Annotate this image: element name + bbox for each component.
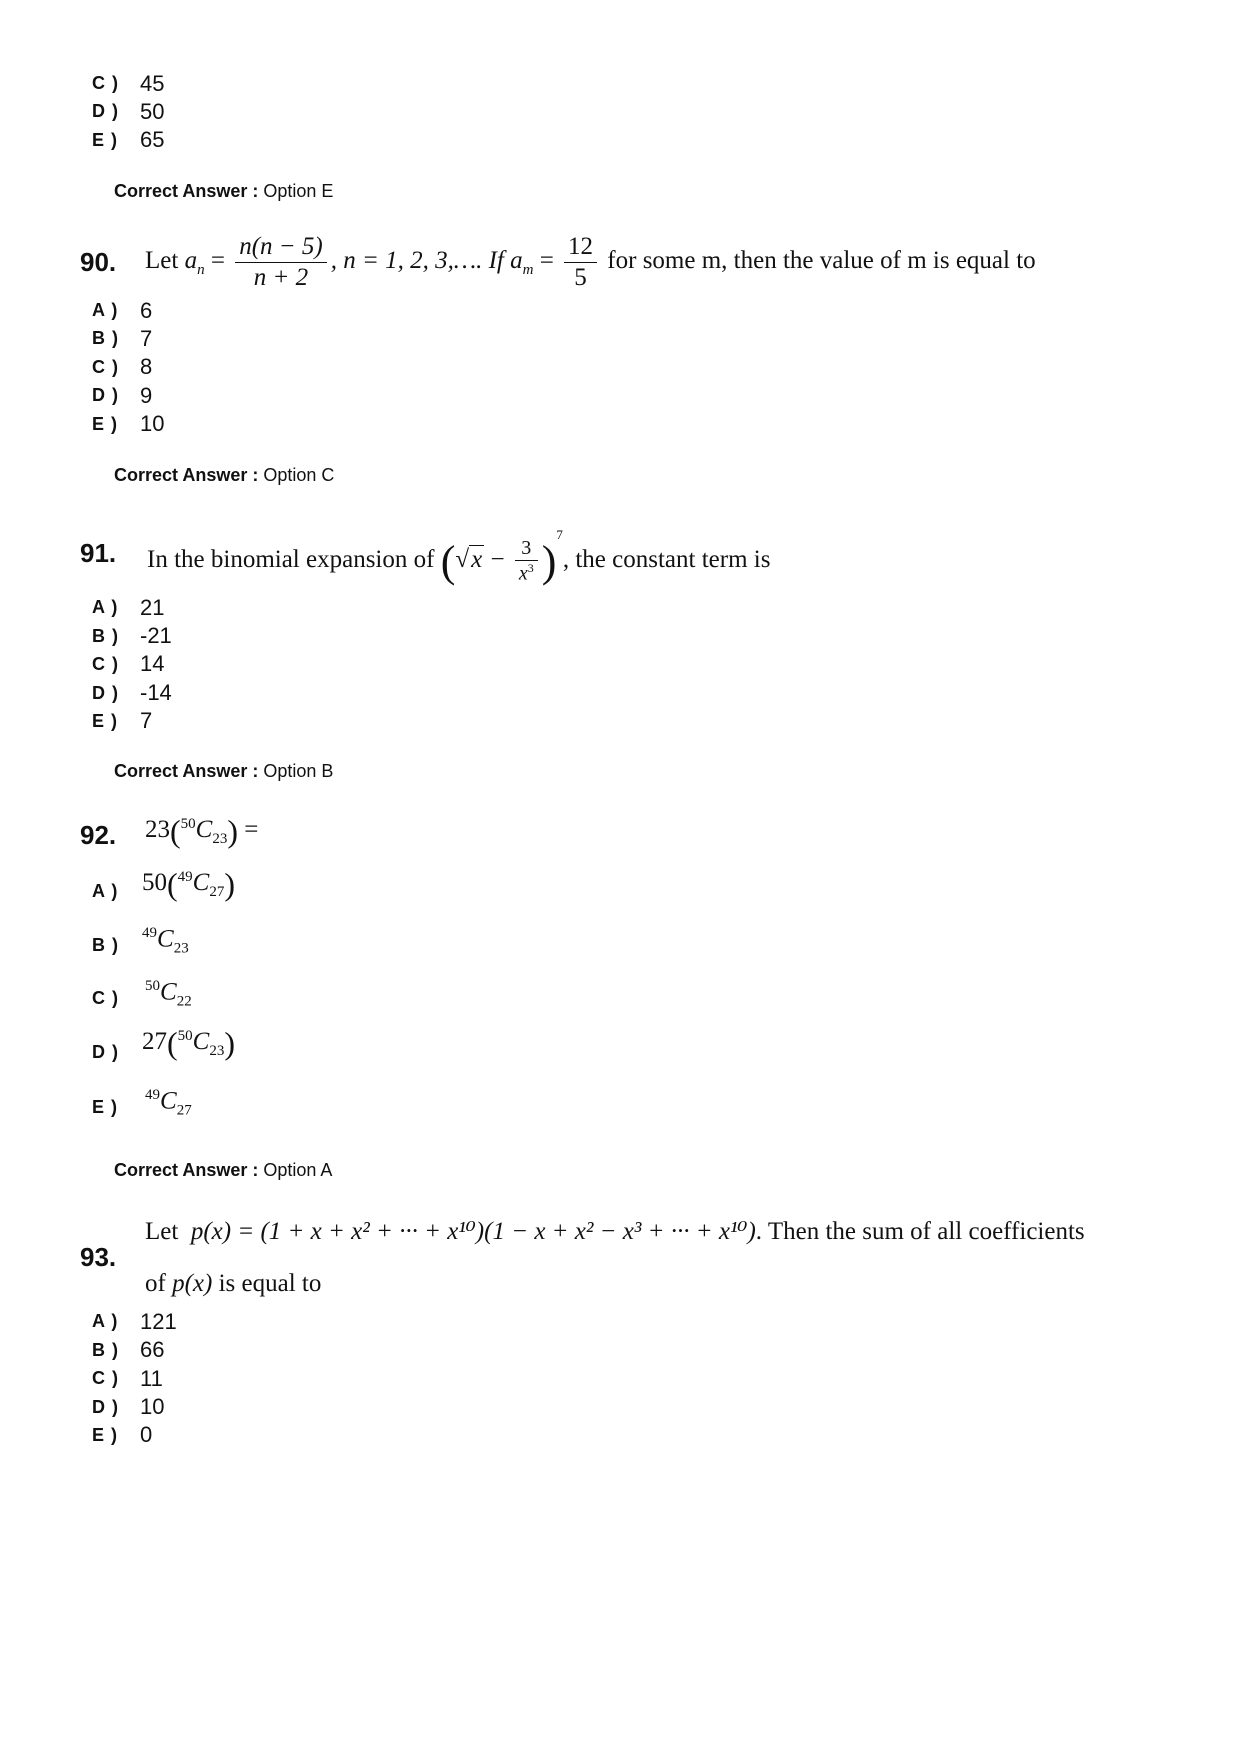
question-number: 93.: [80, 1242, 117, 1272]
fraction: [235, 232, 327, 293]
paren-open: (: [167, 1025, 178, 1061]
binom-sup: 50: [180, 815, 196, 832]
paren-close: ): [224, 866, 235, 902]
text-let: Let: [145, 1218, 179, 1245]
option-label: A ): [92, 300, 119, 320]
question-number: 90.: [80, 247, 117, 277]
binom-c: C: [157, 925, 174, 953]
text-rest: for some m, then the value of m is equal to: [607, 247, 1036, 275]
binom-sub: 23: [209, 1043, 225, 1060]
correct-answer: [114, 1160, 332, 1181]
option-value: 10: [140, 1394, 165, 1419]
sqrt: √x: [455, 546, 483, 573]
answer-text: Option A: [263, 1160, 333, 1180]
answer-prefix: Correct Answer :: [114, 465, 259, 485]
binom-c: C: [195, 816, 213, 844]
paren-open: (: [170, 813, 181, 849]
option-value: 66: [140, 1337, 165, 1362]
fraction-denominator: 5: [574, 264, 587, 291]
option-value: 11: [140, 1366, 163, 1391]
option-label: E ): [92, 1097, 119, 1117]
paren-close: ): [541, 536, 557, 586]
option-label: C ): [92, 1368, 119, 1388]
option-value: 9: [140, 383, 153, 408]
option-label: A ): [92, 1311, 119, 1331]
option-value: 50: [140, 99, 165, 124]
binom-sup: 50: [177, 1027, 193, 1044]
math-sub: m: [522, 262, 534, 279]
option-label: D ): [92, 1397, 119, 1417]
binom-c: C: [192, 869, 210, 897]
coefficient: 50: [142, 869, 167, 897]
option-value: 65: [140, 127, 165, 152]
option-label: E ): [92, 711, 119, 731]
answer-prefix: Correct Answer :: [114, 1160, 259, 1180]
math-px: p(x): [172, 1270, 213, 1297]
fraction: [515, 536, 538, 586]
option-value: 45: [140, 71, 165, 96]
question-text: [145, 232, 1036, 293]
question-number: 91.: [80, 538, 117, 568]
option-value: 10: [140, 411, 165, 436]
fraction-numerator: 12: [564, 232, 597, 263]
math-eq: =: [244, 816, 259, 844]
binom-sup: 49: [142, 925, 157, 941]
option-label: C ): [92, 988, 119, 1008]
text-tail: , the constant term is: [562, 546, 771, 573]
option-value: 21: [140, 595, 165, 620]
binom-sub: 23: [173, 940, 189, 957]
coefficient: 27: [142, 1028, 167, 1056]
question-text-line2: [145, 1270, 321, 1298]
math-a: a: [510, 247, 523, 275]
option-label: C ): [92, 357, 119, 377]
option-value: 121: [140, 1309, 177, 1334]
math-lhs: p(x) =: [190, 1218, 255, 1245]
math-minus: −: [490, 546, 505, 573]
answer-text: Option B: [263, 761, 334, 781]
den-exp: 3: [527, 561, 534, 576]
option-label: E ): [92, 414, 119, 434]
math-eq: =: [539, 247, 554, 275]
question-number: 92.: [80, 820, 117, 850]
answer-text: Option C: [263, 465, 335, 485]
question-text: [145, 813, 258, 850]
fraction: [564, 232, 597, 293]
binom-sub: 22: [176, 993, 192, 1010]
exponent: 7: [556, 527, 563, 542]
option-label: A ): [92, 597, 119, 617]
binom-sub: 23: [212, 831, 228, 848]
paren-close: ): [224, 1025, 235, 1061]
option-value: 7: [140, 326, 153, 351]
correct-answer: [114, 761, 333, 782]
option-label: C ): [92, 73, 119, 93]
text-let: Let: [145, 247, 179, 275]
option-value: [142, 925, 189, 957]
text-lead: In the binomial expansion of: [147, 546, 435, 573]
option-label: B ): [92, 626, 119, 646]
binom-sup: 49: [145, 1087, 160, 1103]
question-text-line1: [145, 1216, 1085, 1246]
math-eq: =: [210, 247, 225, 275]
binom-sup: 49: [177, 868, 193, 885]
option-label: E ): [92, 1425, 119, 1445]
option-value: 6: [140, 298, 153, 323]
binom-sup: 50: [145, 978, 160, 994]
paren-open: (: [440, 536, 456, 586]
correct-answer: [114, 465, 334, 486]
math-range: , n = 1, 2, 3,…. If: [330, 247, 504, 275]
text-tail: is equal to: [218, 1270, 322, 1297]
coefficient: 23: [145, 816, 170, 844]
option-value: 7: [140, 708, 153, 733]
option-label: D ): [92, 1042, 119, 1062]
option-value: [142, 1025, 235, 1062]
answer-text: Option E: [263, 181, 334, 201]
text-of: of: [145, 1270, 166, 1297]
option-value: -21: [140, 623, 172, 648]
option-label: A ): [92, 881, 119, 901]
option-label: B ): [92, 935, 119, 955]
fraction-numerator: 3: [515, 536, 538, 561]
binom-c: C: [192, 1028, 210, 1056]
math-a: a: [184, 247, 198, 275]
option-label: D ): [92, 385, 119, 405]
option-value: [142, 866, 235, 903]
option-label: B ): [92, 1340, 119, 1360]
fraction-numerator: n(n − 5): [235, 232, 327, 263]
option-label: D ): [92, 683, 119, 703]
math-sub: n: [197, 262, 205, 279]
binom-c: C: [160, 978, 177, 1006]
binom-sub: 27: [176, 1102, 192, 1119]
fraction-denominator: [515, 561, 538, 586]
option-label: C ): [92, 654, 119, 674]
den-x: x: [518, 563, 528, 586]
option-label: D ): [92, 101, 119, 121]
option-label: B ): [92, 328, 119, 348]
option-value: [145, 978, 192, 1010]
option-value: -14: [140, 680, 172, 705]
binom-sub: 27: [209, 884, 225, 901]
option-value: [145, 1087, 192, 1119]
paren-open: (: [167, 866, 178, 902]
question-text: [147, 527, 770, 587]
option-value: 0: [140, 1422, 153, 1447]
option-label: E ): [92, 130, 119, 150]
paren-close: ): [227, 813, 238, 849]
option-value: 14: [140, 651, 165, 676]
fraction-denominator: n + 2: [253, 264, 309, 291]
correct-answer: [114, 181, 333, 202]
text-rest: . Then the sum of all coefficients: [755, 1218, 1085, 1245]
answer-prefix: Correct Answer :: [114, 761, 259, 781]
radicand: x: [471, 546, 483, 573]
math-factor-2: (1 − x + x² − x³ + ··· + x¹⁰): [484, 1218, 756, 1245]
binom-c: C: [160, 1087, 177, 1115]
option-value: 8: [140, 354, 153, 379]
answer-prefix: Correct Answer :: [114, 181, 259, 201]
math-factor-1: (1 + x + x² + ··· + x¹⁰): [260, 1218, 485, 1245]
